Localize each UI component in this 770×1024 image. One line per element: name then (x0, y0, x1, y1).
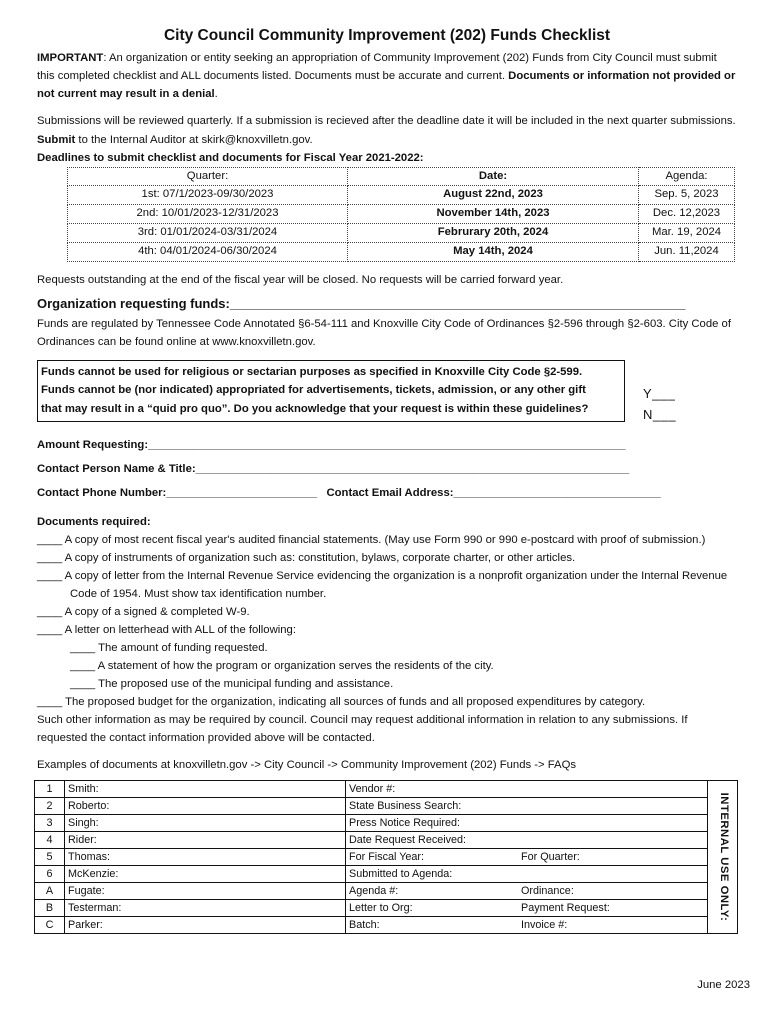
important-paragraph: IMPORTANT: An organization or entity seeking an appropriation of Community Improvement (202) Funds from City Council must submit this completed checklist and ALL documents listed. Documents must be accurate and current. Documents or information not provided or not current may result in a denial. (37, 52, 736, 101)
footer-date: June 2023 (697, 979, 750, 991)
header-date: Date: (348, 167, 639, 186)
table-row: 2nd: 10/01/2023-12/31/2023 November 14th, 2023 Dec. 12,2023 (68, 205, 735, 224)
important-text: : An organization or entity seeking an appropriation of Community Improvement (202) Funds from City Council must submit this completed checklist and ALL documents listed. Documents must be accurate and current. (37, 52, 717, 83)
organization-field[interactable]: Organization requesting funds:_______________________________________________________________ (37, 295, 686, 311)
table-row: B Testerman: Letter to Org: Payment Request: (35, 900, 738, 917)
other-information: Such other information as may be required by council. Council may request additional information in relation to any submissions. If requested the contact information provided above will be contacted. (37, 714, 688, 745)
documents-heading: Documents required: (37, 515, 151, 528)
contact-email-field[interactable]: Contact Email Address:_________________________________ (326, 487, 661, 500)
restriction-line-3: that may result in a “quid pro quo”. Do you acknowledge that your request is within these guidelines? (41, 402, 589, 415)
submissions-paragraph: Submissions will be reviewed quarterly. If a submission is recieved after the deadline date it will be included in the next quarter submissions. Submit to the Internal Auditor at skirk@knoxvilletn.gov. (37, 115, 736, 146)
deadlines-table (67, 167, 735, 262)
document-item[interactable]: ____ A copy of instruments of organization such as: constitution, bylaws, corporate charter, or other articles. (37, 551, 576, 564)
outstanding-note: Requests outstanding at the end of the fiscal year will be closed. No requests will be carried forward year. (37, 273, 564, 286)
table-header-row (68, 167, 735, 186)
internal-use-label-cell (708, 781, 738, 934)
table-row: 6 McKenzie: Submitted to Agenda: (35, 866, 738, 883)
contact-name-field[interactable]: Contact Person Name & Title:_____________________________________________________________________ (37, 462, 630, 475)
examples-note: Examples of documents at knoxvilletn.gov -> City Council -> Community Improvement (202) Funds -> FAQs (37, 759, 577, 772)
table-row: 1st: 07/1/2023-09/30/2023 August 22nd, 2023 Sep. 5, 2023 (68, 186, 735, 205)
page-title: City Council Community Improvement (202) Funds Checklist (163, 27, 611, 44)
acknowledge-yes-no[interactable]: Y___ N___ (643, 385, 677, 423)
document-subitem[interactable]: ____ The amount of funding requested. (70, 641, 268, 654)
table-row: 3 Singh: Press Notice Required: (35, 815, 738, 832)
internal-use-table (34, 780, 738, 934)
budget-item[interactable]: ____ The proposed budget for the organization, indicating all sources of funds and all proposed expenditures by category. (37, 696, 646, 709)
restrictions-box (37, 360, 677, 423)
table-row: 4 Rider: Date Request Received: (35, 832, 738, 849)
header-agenda: Agenda: (639, 167, 735, 186)
table-row: C Parker: Batch: Invoice #: (35, 917, 738, 934)
table-row: 1 Smith: Vendor #: INTERNAL USE ONLY: (35, 781, 738, 798)
submit-label: Submit (37, 133, 76, 146)
contact-line (37, 483, 737, 503)
amount-requesting-field[interactable]: Amount Requesting:____________________________________________________________________________ (37, 438, 626, 451)
table-row: 2 Roberto: State Business Search: (35, 798, 738, 815)
restriction-line-1: Funds cannot be used for religious or sectarian purposes as specified in Knoxville City Code §2-599. (41, 365, 583, 378)
contact-phone-field[interactable]: Contact Phone Number:________________________ (37, 487, 318, 500)
internal-use-label: INTERNAL USE ONLY: (717, 793, 730, 922)
table-row: 4th: 04/01/2024-06/30/2024 May 14th, 2024 Jun. 11,2024 (68, 242, 735, 261)
header-quarter: Quarter: (68, 167, 348, 186)
document-subitem[interactable]: ____ A statement of how the program or organization serves the residents of the city. (70, 660, 494, 673)
restriction-line-2: Funds cannot be (nor indicated) appropriated for advertisements, tickets, admission, or any other gift (41, 384, 586, 397)
important-label: IMPORTANT (37, 52, 104, 65)
table-row: A Fugate: Agenda #: Ordinance: (35, 883, 738, 900)
regulation-paragraph: Funds are regulated by Tennessee Code Annotated §6-54-111 and Knoxville City Code of Ordinances §2-596 through §2-603. City Code of Ordinances can be found online at www.knoxvilletn.gov. (37, 317, 731, 348)
document-item[interactable]: ____ A copy of letter from the Internal Revenue Service evidencing the organization is a nonprofit organization under the Internal Revenue Code of 1954. Must show tax identification number. (37, 569, 728, 600)
document-item[interactable]: ____ A copy of most recent fiscal year's audited financial statements. (May use Form 990 or 990 e-postcard with proof of submission.) (37, 533, 706, 546)
document-item[interactable]: ____ A letter on letterhead with ALL of the following: (37, 623, 296, 636)
table-row: 5 Thomas: For Fiscal Year: For Quarter: (35, 849, 738, 866)
important-bold-text: Documents or information not provided or not current may result in a denial (37, 70, 736, 101)
checklist-page (37, 24, 737, 934)
deadlines-heading: Deadlines to submit checklist and documents for Fiscal Year 2021-2022: (37, 151, 424, 164)
table-row: 3rd: 01/01/2024-03/31/2024 Februrary 20th, 2024 Mar. 19, 2024 (68, 224, 735, 243)
document-item[interactable]: ____ A copy of a signed & completed W-9. (37, 605, 250, 618)
document-subitem[interactable]: ____ The proposed use of the municipal funding and assistance. (70, 678, 394, 691)
